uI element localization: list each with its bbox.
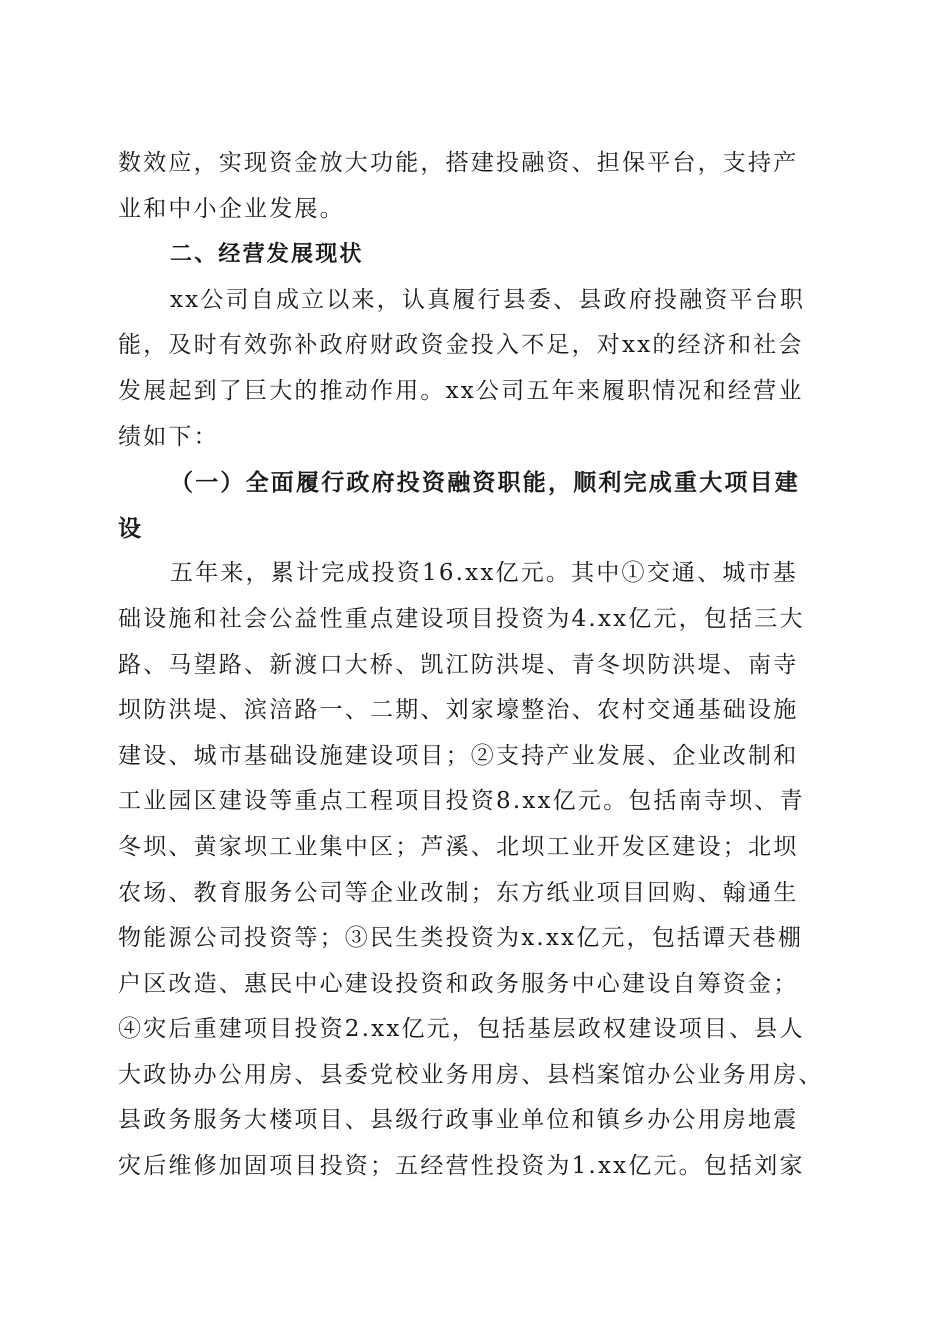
text-line: 五年来，累计完成投资16.xx亿元。其中①交通、城市基 — [170, 560, 798, 587]
text-line: 发展起到了巨大的推动作用。xx公司五年来履职情况和经营业 — [118, 377, 804, 404]
text-line: 绩如下： — [118, 423, 219, 450]
text-line: 冬坝、黄家坝工业集中区；芦溪、北坝工业开发区建设；北坝 — [118, 833, 799, 860]
text-line: 工业园区建设等重点工程项目投资8.xx亿元。包括南寺坝、青 — [118, 788, 805, 815]
text-line: 能，及时有效弥补政府财政资金投入不足，对xx的经济和社会 — [118, 332, 804, 359]
text-line: 路、马望路、新渡口大桥、凯江防洪堤、青冬坝防洪堤、南寺 — [118, 651, 799, 678]
text-line: 数效应，实现资金放大功能，搭建投融资、担保平台，支持产 — [118, 150, 799, 176]
text-line: 础设施和社会公益性重点建设项目投资为4.xx亿元，包括三大 — [118, 605, 805, 632]
text-line: 农场、教育服务公司等企业改制；东方纸业项目回购、翰通生 — [118, 879, 799, 906]
section-heading: 二、经营发展现状 — [170, 242, 364, 268]
text-line: ④灾后重建项目投资2.xx亿元，包括基层政权建设项目、县人 — [118, 1016, 805, 1043]
subsection-heading: （一）全面履行政府投资融资职能，顺利完成重大项目建 — [170, 469, 800, 497]
text-line: 县政务服务大楼项目、县级行政事业单位和镇乡办公用房地震 — [118, 1107, 799, 1134]
body-text — [118, 141, 832, 1190]
text-line: 大政协办公用房、县委党校业务用房、县档案馆办公业务用房、 — [118, 1061, 824, 1088]
text-line: 户区改造、惠民中心建设投资和政务服务中心建设自筹资金； — [118, 970, 799, 997]
text-line: 物能源公司投资等；③民生类投资为x.xx亿元，包括谭天巷棚 — [118, 925, 804, 952]
text-line: 灾后维修加固项目投资；五经营性投资为1.xx亿元。包括刘家 — [118, 1153, 805, 1180]
text-line: 坝防洪堤、滨涪路一、二期、刘家壕整治、农村交通基础设施 — [118, 697, 799, 724]
text-line: 业和中小企业发展。 — [118, 195, 345, 222]
text-line: 建设、城市基础设施建设项目；②支持产业发展、企业改制和 — [118, 742, 799, 769]
subsection-heading-cont: 设 — [118, 514, 144, 542]
text-line: xx公司自成立以来，认真履行县委、县政府投融资平台职 — [170, 286, 806, 313]
